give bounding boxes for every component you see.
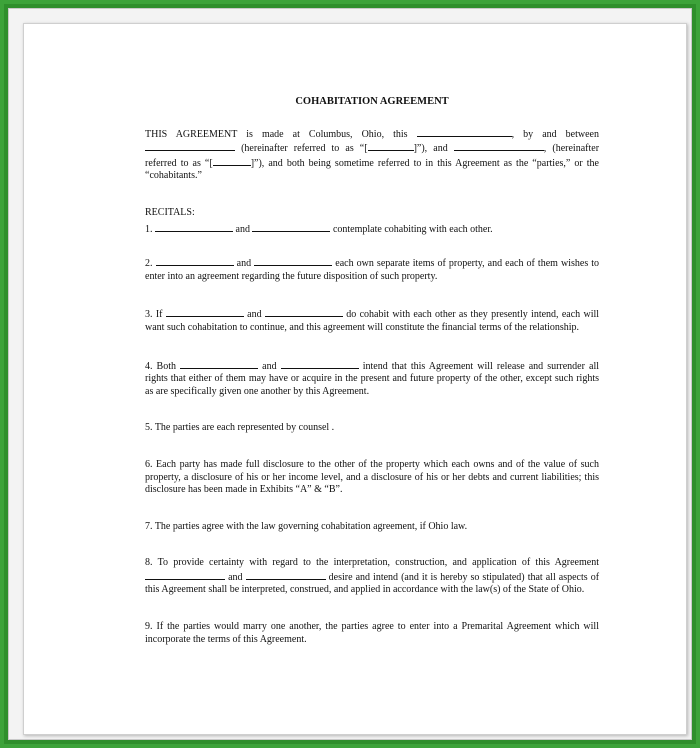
recital-text: each own separate items of property, and each of them wishes to enter into an agreement regarding the future disposition of such property. [145, 258, 600, 282]
name-blank [145, 570, 225, 580]
name-blank [155, 222, 233, 232]
intro-text: ]”), and [413, 143, 448, 155]
intro-paragraph [145, 127, 599, 183]
recital-text: and [247, 309, 262, 321]
intro-text: , by and between [511, 128, 599, 140]
intro-text: ]”), and both being sometime referred to in this Agreement as the “parties,” or the “cohabitants.” [145, 157, 599, 182]
recital-6: 6. Each party has made full disclosure to the other of the property which each owns and of the value of such property, a disclosure of his or her income level, and a disclosure of his or her debts and current liabilities; this disclosure has been made in Exhibits “A” & “B”. [145, 458, 599, 496]
party1-alias-blank [368, 141, 414, 151]
recital-text: 2. [145, 258, 153, 270]
date-blank [417, 127, 512, 137]
recital-9: 9. If the parties would marry one another, the parties agree to enter into a Premarital Agreement which will incorporate the terms of this Agreement. [145, 621, 599, 645]
recital-text: and [235, 223, 250, 235]
intro-text: , [543, 143, 547, 155]
intro-text: (hereinafter referred to as “[ [241, 143, 368, 155]
document-body [145, 96, 599, 646]
recital-text: 3. If [145, 309, 163, 321]
document-page [23, 23, 687, 735]
name-blank [252, 222, 330, 232]
name-blank [156, 256, 234, 266]
recitals-heading: RECITALS: [145, 206, 195, 218]
party2-alias-blank [213, 156, 251, 166]
recital-text: desire and intend (and it is hereby so stipulated) that all aspects of this Agreement shall be interpreted, construed, and applied in accordance with the law(s) of the State of Ohio. [145, 571, 600, 596]
viewer-background [8, 8, 692, 740]
recital-text: and [236, 258, 252, 270]
recital-1 [145, 222, 599, 237]
recital-text: 1. [145, 223, 153, 235]
name-blank [166, 307, 244, 317]
name-blank [180, 359, 258, 369]
recital-text: and [262, 360, 277, 372]
document-title: COHABITATION AGREEMENT [295, 96, 449, 107]
party2-name-blank [454, 141, 544, 151]
name-blank [246, 570, 326, 580]
name-blank [265, 307, 343, 317]
recital-text: intend that this Agreement will release and surrender all rights that either of them may have or acquire in the present and future property of the other, except such rights as are specifically given one another by this Agreement. [145, 360, 600, 397]
recital-text: do cohabit with each other as they presently intend, each will want such cohabitation to continue, and this agreement will constitute the financial terms of the relationship. [145, 309, 600, 333]
recital-text: and [228, 571, 243, 583]
recital-text: 8. To provide certainty with regard to the interpretation, construction, and application of this Agreement [145, 557, 599, 569]
recital-4 [145, 359, 599, 399]
party1-name-blank [145, 141, 235, 151]
recital-8 [145, 557, 599, 597]
intro-text: THIS AGREEMENT is made at Columbus, Ohio, this [145, 128, 408, 140]
recital-text: contemplate cohabiting with each other. [332, 223, 493, 235]
name-blank [254, 256, 332, 266]
recital-3 [145, 307, 599, 334]
recital-5: 5. The parties are each represented by counsel . [145, 422, 335, 434]
name-blank [281, 359, 359, 369]
recital-2 [145, 256, 599, 283]
intro-text: (hereinafter referred to as “[ [145, 143, 600, 169]
recital-7: 7. The parties agree with the law governing cohabitation agreement, if Ohio law. [145, 520, 468, 532]
recital-text: 4. Both [145, 360, 177, 372]
